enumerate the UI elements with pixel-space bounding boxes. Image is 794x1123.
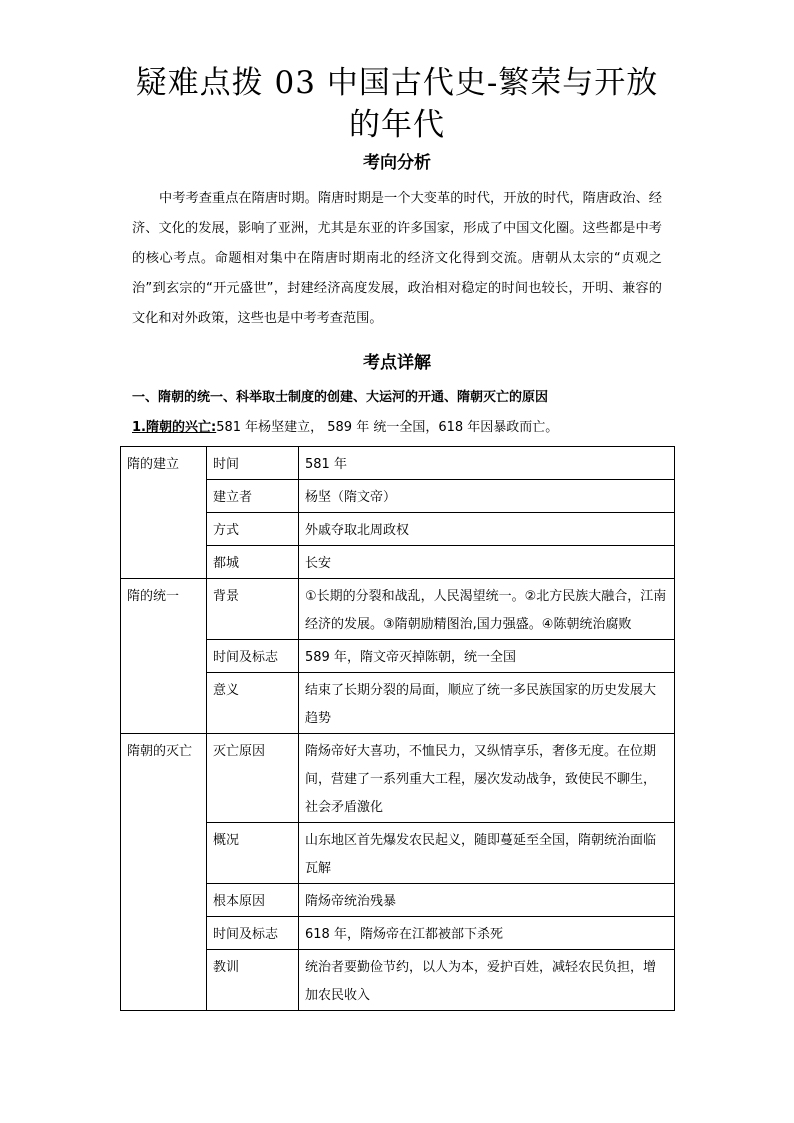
row-value-cell: 隋炀帝统治残暴 — [299, 884, 675, 917]
row-value-cell: ①长期的分裂和战乱，人民渴望统一。②北方民族大融合，江南经济的发展。③隋朝励精图治,国力强盛。④陈朝统治腐败 — [299, 579, 675, 640]
group-name-cell: 隋朝的灭亡 — [121, 734, 207, 1011]
row-value-cell: 隋炀帝好大喜功，不恤民力，又纵情享乐，奢侈无度。在位期间，营建了一系列重大工程，屡次发动战争，致使民不聊生，社会矛盾激化 — [299, 734, 675, 823]
row-value-cell: 结束了长期分裂的局面，顺应了统一多民族国家的历史发展大趋势 — [299, 673, 675, 734]
analysis-heading: 考向分析 — [363, 153, 431, 173]
row-value-cell: 长安 — [299, 546, 675, 579]
table-row — [121, 447, 675, 480]
row-label-cell: 时间及标志 — [207, 640, 299, 673]
analysis-paragraph: 中考考查重点在隋唐时期。隋唐时期是一个大变革的时代，开放的时代，隋唐政治、经济、文化的发展，影响了亚洲，尤其是东亚的许多国家，形成了中国文化圈。这些都是中考的核心考点。命题相对集中在隋唐时期南北的经济文化得到交流。唐朝从太宗的“贞观之治”到玄宗的“开元盛世”，封建经济高度发展，政治相对稳定的时间也较长，开明、兼容的文化和对外政策，这些也是中考考查范围。 — [132, 191, 662, 326]
point-lead: 1.隋朝的兴亡: — [132, 420, 217, 435]
row-value-cell: 618 年，隋炀帝在江都被部下杀死 — [299, 917, 675, 950]
title-line-2: 的年代 — [349, 107, 445, 143]
row-value-cell: 外戚夺取北周政权 — [299, 513, 675, 546]
group-name-cell: 隋的统一 — [121, 579, 207, 734]
row-label-cell: 灭亡原因 — [207, 734, 299, 823]
row-label-cell: 方式 — [207, 513, 299, 546]
title-line-1: 疑难点拨 03 中国古代史-繁荣与开放 — [135, 65, 659, 101]
document-title — [100, 62, 694, 146]
section-subheading: 一、隋朝的统一、科举取士制度的创建、大运河的开通、隋朝灭亡的原因 — [132, 390, 549, 405]
row-label-cell: 教训 — [207, 950, 299, 1011]
row-value-cell: 581 年 — [299, 447, 675, 480]
row-label-cell: 意义 — [207, 673, 299, 734]
row-label-cell: 根本原因 — [207, 884, 299, 917]
row-value-cell: 山东地区首先爆发农民起义，随即蔓延至全国，隋朝统治面临瓦解 — [299, 823, 675, 884]
row-label-cell: 概况 — [207, 823, 299, 884]
row-value-cell: 杨坚（隋文帝） — [299, 480, 675, 513]
row-label-cell: 时间及标志 — [207, 917, 299, 950]
table-row — [121, 734, 675, 823]
row-label-cell: 时间 — [207, 447, 299, 480]
row-value-cell: 589 年，隋文帝灭掉陈朝，统一全国 — [299, 640, 675, 673]
sui-dynasty-table — [120, 446, 675, 1011]
point-line — [132, 418, 672, 438]
row-value-cell: 统治者要勤俭节约，以人为本，爱护百姓，减轻农民负担，增加农民收入 — [299, 950, 675, 1011]
row-label-cell: 背景 — [207, 579, 299, 640]
group-name-cell: 隋的建立 — [121, 447, 207, 579]
row-label-cell: 都城 — [207, 546, 299, 579]
point-text: 581 年杨坚建立， 589 年 统一全国，618 年因暴政而亡。 — [216, 420, 559, 435]
row-label-cell: 建立者 — [207, 480, 299, 513]
table-row — [121, 579, 675, 640]
detail-heading: 考点详解 — [363, 353, 431, 373]
